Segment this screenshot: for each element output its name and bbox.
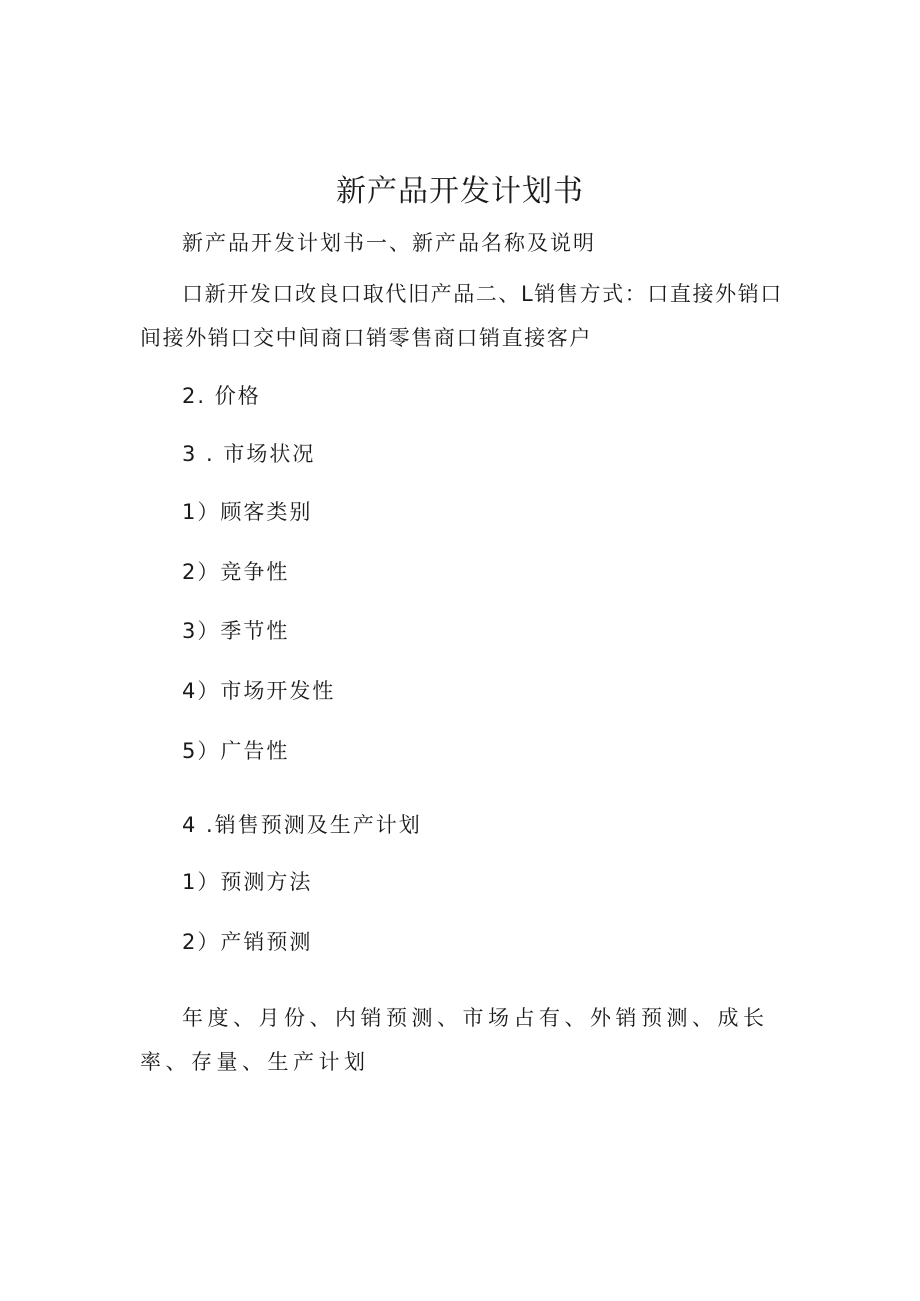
forecast-item-production: 2）产销预测 bbox=[182, 930, 313, 954]
market-item-seasonality: 3）季节性 bbox=[182, 619, 290, 643]
forecast-item-method: 1）预测方法 bbox=[182, 870, 313, 894]
price-heading: 2. 价格 bbox=[182, 384, 261, 408]
market-item-advertising: 5）广告性 bbox=[182, 739, 290, 763]
sales-method-paragraph: 口新开发口改良口取代旧产品二、L销售方式：口直接外销口间接外销口交中间商口销零售商口销直接客户 bbox=[140, 282, 783, 350]
market-item-development: 4）市场开发性 bbox=[182, 679, 336, 703]
market-status-heading: 3 . 市场状况 bbox=[182, 442, 316, 466]
sales-forecast-heading: 4 .销售预测及生产计划 bbox=[182, 813, 422, 837]
intro-paragraph: 新产品开发计划书一、新产品名称及说明 bbox=[182, 231, 596, 255]
document-title: 新产品开发计划书 bbox=[336, 174, 584, 209]
forecast-fields-paragraph: 年度、月份、内销预测、市场占有、外销预测、成长率、存量、生产计划 bbox=[140, 1006, 769, 1074]
market-item-competition: 2）竞争性 bbox=[182, 560, 290, 584]
market-item-customer-type: 1）顾客类别 bbox=[182, 500, 313, 524]
